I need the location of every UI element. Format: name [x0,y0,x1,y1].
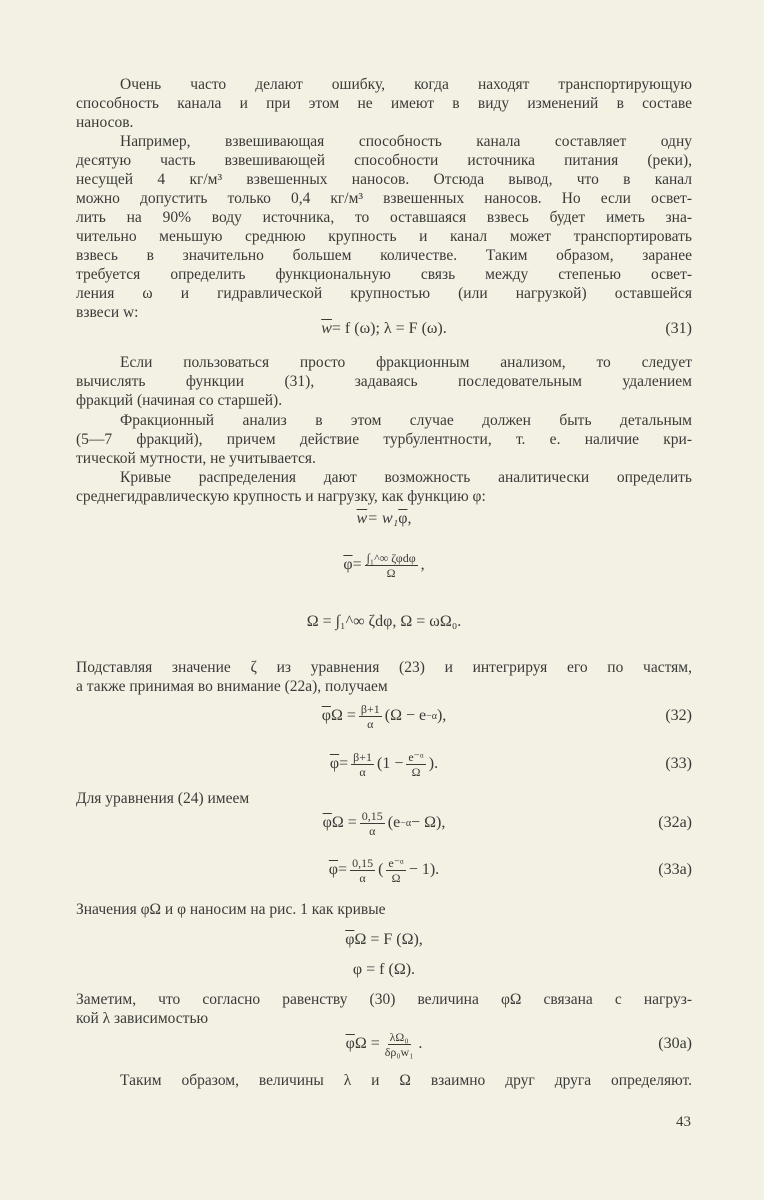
fraction [360,809,385,838]
eq-term: = [339,755,349,772]
eq-term: , [407,510,412,527]
text-line: Таким образом, величины λ и Ω взаимно друг друга определяют. [120,1072,692,1089]
text-line: а также принимая во внимание (22a), получаем [76,678,388,695]
text-line: наносов. [76,114,134,131]
text-line: можно допустить только 0,4 кг/м³ взвешенных наносов. Но если освет- [76,190,692,207]
denominator: α [359,870,366,885]
eq-term: Ω = F (Ω), [354,931,423,948]
numerator: e⁻ᵅ [388,855,404,870]
eq-term: − 1). [408,861,440,878]
eq-term: , [420,556,425,573]
text-line: ления ω и гидравлической крупностью (или нагрузкой) оставшейся [76,285,692,302]
denominator: Ω [386,565,396,580]
text-line: Заметим, что согласно равенству (30) величина φΩ связана с нагруз- [76,991,692,1008]
eq-term: . [418,1035,423,1052]
equation-number: (33a) [658,861,692,878]
text-line: (5—7 фракций), причем действие турбулентности, т. е. наличие кри- [76,431,692,448]
fraction [359,702,382,731]
eq-term: − Ω), [411,814,446,831]
fraction [406,750,425,779]
eq-term: $\overline{\varphi}$ [322,814,332,831]
denominator: δρ₀w₁ [384,1044,414,1059]
eq-term: $\overline{\varphi}$ [345,931,355,948]
text-line: Подставляя значение ζ из уравнения (23) и интегрируя его по частям, [76,659,692,676]
eq-term: Ω = [354,1035,380,1052]
equation-number: (30a) [658,1035,692,1052]
eq-term: $\overline{\varphi}$ [329,755,340,772]
eq-term: = [352,556,362,573]
page-number: 43 [676,1114,691,1130]
eq-term: (Ω − e [384,707,427,724]
denominator: Ω [411,764,421,779]
text-line: Фракционный анализ в этом случае должен быть детальным [120,412,692,429]
equation-33 [76,744,692,784]
text-line: чительно меньшую среднюю крупность и канал может транспортировать [76,228,692,245]
numerator: β+1 [353,749,372,764]
eq-term: $\overline{w}$ [356,510,368,527]
eq-term: Ω = [330,707,356,724]
fraction [350,856,375,885]
eq-term: Ω = ∫₁^∞ ζdφ, Ω = ωΩ₀. [306,613,462,630]
denominator: α [369,823,376,838]
equation-w [76,503,692,535]
equation-30a [76,1024,692,1064]
text-line: Очень часто делают ошибку, когда находят транспортирующую [120,76,692,93]
numerator: ∫₁^∞ ζφdφ [366,550,416,565]
equation-number: (32a) [658,814,692,831]
text-line: взвеси w: [76,304,139,321]
equation-32a [76,803,692,843]
text-line: десятую часть взвешивающей способности источника питания (реки), [76,152,692,169]
numerator: 0,15 [361,808,383,823]
text-line: среднегидравлическую крупность и нагрузку, как функцию φ: [76,488,486,505]
denominator: α [367,716,374,731]
eq-term: ). [428,755,439,772]
equation-31 [76,312,692,346]
eq-term: (1 − [377,755,404,772]
fraction [365,551,418,580]
eq-term: φ = f (Ω). [352,961,416,978]
eq-term: $\overline{\varphi}$ [328,861,339,878]
text-line: Значения φΩ и φ наносим на рис. 1 как кривые [76,901,386,918]
eq-term: = [338,861,348,878]
exponent: −α [400,817,412,829]
eq-term: = f (ω); λ = F (ω). [331,320,447,337]
equation-number: (33) [665,755,692,772]
fraction [351,750,374,779]
text-line: вычислять функции (31), задаваясь последовательным удалением [76,373,692,390]
text-line: фракций (начиная со старшей). [76,392,283,409]
equation-phi [76,545,692,585]
eq-term: $\overline{\varphi}$ [343,556,353,573]
eq-term: = w₁ [367,510,399,527]
text-line: взвесь в значительно большем количестве. Таким образом, заранее [76,247,692,264]
numerator: λΩ₀ [389,1029,409,1044]
numerator: e⁻ᵅ [408,749,424,764]
eq-term: $\overline{\varphi}$ [345,1035,355,1052]
fraction [383,1030,416,1059]
eq-term: (e [387,814,401,831]
text-line: Если пользоваться просто фракционным анализом, то следует [120,354,692,371]
equation-number: (31) [665,320,692,337]
text-line: требуется определить функциональную связь между степенью освет- [76,266,692,283]
eq-term: ( [378,861,384,878]
equation-32 [76,696,692,736]
eq-term: ), [436,707,447,724]
equation-f [76,956,692,984]
fraction [386,856,405,885]
text-line: тической мутности, не учитывается. [76,450,316,467]
numerator: 0,15 [352,855,374,870]
text-line: несущей 4 кг/м³ взвешенных наносов. Отсюда вывод, что в канал [76,171,692,188]
denominator: α [359,764,366,779]
equation-F [76,926,692,954]
exponent: −α [426,710,437,722]
equation-omega [76,602,692,642]
text-line: Кривые распределения дают возможность аналитически определить [120,469,692,486]
eq-term: $\overline{w}$ [321,320,332,337]
text-line: кой λ зависимостью [76,1010,209,1027]
eq-term: Ω = [331,814,357,831]
equation-33a [76,850,692,890]
text-line: Например, взвешивающая способность канала составляет одну [120,133,692,150]
equation-number: (32) [665,707,692,724]
denominator: Ω [391,870,401,885]
eq-term: $\overline{\varphi}$ [321,707,331,724]
eq-term: $\overline{\varphi}$ [398,510,408,527]
numerator: β+1 [360,701,380,716]
text-line: Для уравнения (24) имеем [76,790,250,807]
text-line: способность канала и при этом не имеют в виду изменений в составе [76,95,692,112]
text-line: лить на 90% воду источника, то оставшаяся взвесь будет иметь зна- [76,209,692,226]
